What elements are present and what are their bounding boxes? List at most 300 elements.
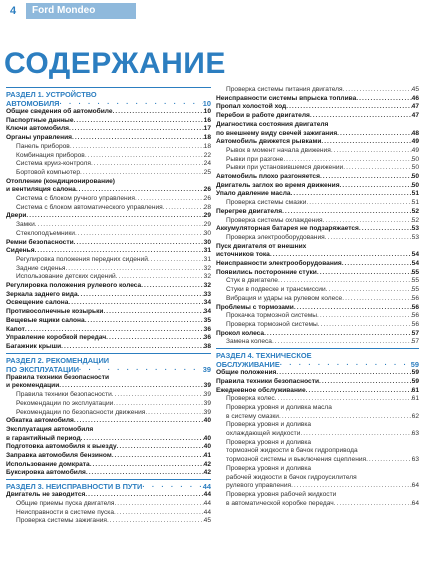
toc-entry[interactable]: [6, 374, 211, 383]
section-title: АВТОМОБИЛЯ: [6, 99, 60, 108]
toc-entry[interactable]: [216, 121, 419, 130]
dot-leader: [326, 286, 412, 295]
toc-entry[interactable]: [216, 182, 419, 191]
page-ref: 40: [203, 417, 211, 425]
toc-entry[interactable]: [6, 282, 211, 291]
page-ref: 51: [411, 199, 419, 207]
dot-leader: [79, 365, 203, 374]
toc-subentry[interactable]: [216, 286, 419, 295]
entry-text: рулевого управления: [226, 482, 292, 490]
dot-leader: [65, 265, 203, 274]
page-ref: 55: [411, 286, 419, 294]
page-ref: 18: [203, 142, 211, 150]
toc-subentry[interactable]: [6, 400, 211, 409]
page-ref: 39: [202, 364, 211, 374]
toc-entry[interactable]: [6, 382, 211, 391]
page-ref: 47: [411, 112, 419, 120]
dot-leader: [319, 378, 412, 387]
page-ref: 56: [411, 294, 419, 302]
dot-leader: [278, 277, 412, 286]
dot-leader: [280, 360, 411, 369]
toc-entry[interactable]: [6, 417, 211, 426]
dot-leader: [291, 482, 412, 491]
dot-leader: [61, 343, 203, 352]
dot-leader: [59, 382, 203, 391]
dot-leader: [70, 143, 204, 152]
page-ref: 63: [411, 456, 419, 464]
toc-section-heading[interactable]: [6, 87, 211, 108]
page-ref: 31: [203, 247, 211, 255]
page-ref: 56: [411, 320, 419, 328]
toc-subentry[interactable]: [216, 295, 419, 304]
entry-text: Панель приборов: [16, 142, 70, 150]
toc-subentry[interactable]: [216, 395, 419, 404]
toc-subentry[interactable]: [6, 143, 211, 152]
entry-text: Прокачка тормозной системы: [226, 312, 318, 320]
page-ref: 29: [203, 212, 211, 220]
page-ref: 44: [203, 499, 211, 507]
entry-text: Проверка колес: [226, 395, 275, 403]
toc-entry[interactable]: [6, 247, 211, 256]
toc-entry[interactable]: [216, 95, 419, 104]
page-ref: 32: [203, 273, 211, 281]
entry-text: Использование детских сидений: [16, 273, 116, 281]
toc-subentry[interactable]: [216, 447, 419, 456]
page-ref: 29: [203, 221, 211, 229]
dot-leader: [114, 509, 204, 518]
dot-leader: [141, 282, 203, 291]
toc-entry[interactable]: [216, 304, 419, 313]
entry-text: Автомобиль плохо разгоняется: [216, 173, 320, 181]
dot-leader: [342, 295, 411, 304]
toc-entry[interactable]: [6, 426, 211, 435]
toc-subentry[interactable]: [216, 321, 419, 330]
toc-entry[interactable]: [216, 190, 419, 199]
toc-subentry[interactable]: [216, 430, 419, 439]
toc-section-heading[interactable]: [216, 348, 419, 369]
section-title: РАЗДЕЛ 1. УСТРОЙСТВО: [6, 90, 97, 99]
page-ref: 39: [203, 408, 211, 416]
page-ref: 48: [411, 129, 419, 137]
page-ref: 47: [411, 103, 419, 111]
dot-leader: [270, 251, 412, 260]
dot-leader: [35, 247, 204, 256]
entry-text: тормозной жидкости в бачок гидропривода: [226, 447, 358, 455]
toc-subentry[interactable]: [6, 152, 211, 161]
entry-text: Неисправности системы впрыска топлива: [216, 94, 357, 102]
toc-entry[interactable]: [6, 186, 211, 195]
page-ref: 45: [411, 86, 419, 93]
entry-text: Правила техники безопасности: [16, 391, 112, 399]
toc-left-column: [6, 86, 211, 526]
entry-text: Комбинация приборов: [16, 151, 85, 159]
dot-leader: [343, 86, 412, 95]
entry-text: Проверка системы зажигания: [16, 517, 107, 525]
toc-subentry[interactable]: [216, 147, 419, 156]
entry-text: Проверка уровня и доливка: [226, 421, 312, 429]
entry-text: Пуск двигателя от внешних: [216, 242, 307, 250]
toc-entry[interactable]: [216, 173, 419, 182]
entry-text: Буксировка автомобиля: [6, 469, 86, 477]
toc-subentry[interactable]: [6, 204, 211, 213]
dot-leader: [85, 152, 204, 161]
entry-text: Вибрация и удары на рулевом колесе: [226, 294, 343, 302]
toc-entry[interactable]: [216, 260, 419, 269]
section-title: РАЗДЕЛ 2. РЕКОМЕНДАЦИИ: [6, 355, 110, 365]
entry-text: Перебои в работе двигателя: [216, 112, 310, 120]
toc-subentry[interactable]: [216, 413, 419, 422]
entry-text: Регулировка положения передних сидений: [16, 255, 148, 263]
dot-leader: [80, 169, 204, 178]
toc-entry[interactable]: [6, 435, 211, 444]
dot-leader: [35, 221, 204, 230]
dot-leader: [264, 330, 412, 339]
toc-subentry[interactable]: [6, 273, 211, 282]
dot-leader: [331, 147, 412, 156]
entry-text: Проверка уровня и доливка масла: [226, 403, 332, 411]
toc-subentry[interactable]: [6, 256, 211, 265]
dot-leader: [107, 517, 204, 526]
page-ref: 41: [203, 452, 211, 460]
toc-subentry[interactable]: [6, 265, 211, 274]
page-ref: 55: [411, 268, 419, 276]
dot-leader: [286, 103, 411, 112]
dot-leader: [112, 452, 204, 461]
toc-entry[interactable]: [216, 387, 419, 396]
entry-text: Ежедневное обслуживание: [216, 386, 306, 394]
entry-text: Автомобиль движется рывками: [216, 138, 322, 146]
page-ref: 42: [203, 460, 211, 468]
toc-entry[interactable]: [6, 317, 211, 326]
toc-entry[interactable]: [6, 125, 211, 134]
dot-leader: [306, 387, 412, 396]
page-ref: 24: [203, 160, 211, 168]
entry-text: Освещение салона: [6, 299, 69, 307]
entry-text: источников тока: [216, 251, 270, 259]
toc-entry[interactable]: [6, 443, 211, 452]
page-ref: 53: [411, 233, 419, 241]
dot-leader: [85, 317, 204, 326]
page-ref: 46: [411, 94, 419, 102]
entry-text: Неисправности в системе пуска: [16, 508, 115, 516]
dot-leader: [25, 326, 204, 335]
toc-entry[interactable]: [216, 369, 419, 378]
toc-entry[interactable]: [6, 212, 211, 221]
dot-leader: [317, 312, 412, 321]
dot-leader: [282, 208, 412, 217]
page-ref: 36: [203, 325, 211, 333]
toc-entry[interactable]: [216, 269, 419, 278]
toc-subentry[interactable]: [216, 500, 419, 509]
toc-subentry[interactable]: [6, 509, 211, 518]
page-ref: 50: [411, 181, 419, 189]
page-ref: 52: [411, 207, 419, 215]
toc-entry[interactable]: [6, 108, 211, 117]
toc-right-column: [216, 86, 419, 508]
page-ref: 34: [203, 308, 211, 316]
entry-text: Зеркала заднего вида: [6, 290, 78, 298]
entry-text: Прокол колеса: [216, 329, 265, 337]
toc-entry[interactable]: [6, 117, 211, 126]
toc-subentry[interactable]: [216, 86, 419, 95]
entry-text: Появились посторонние стуки: [216, 268, 317, 276]
toc-entry[interactable]: [216, 251, 419, 260]
toc-section-heading[interactable]: [6, 479, 211, 491]
dot-leader: [85, 491, 203, 500]
page-ref: 35: [203, 316, 211, 324]
entry-text: Проверка системы питания двигателя: [226, 86, 343, 93]
page-ref: 30: [203, 229, 211, 237]
toc-subentry[interactable]: [216, 234, 419, 243]
entry-text: Проверка тормозной системы: [226, 320, 318, 328]
entry-text: в автоматической коробке передач: [226, 499, 334, 507]
toc-entry[interactable]: [216, 130, 419, 139]
entry-text: в систему смазки: [226, 412, 279, 420]
page-ref: 61: [411, 395, 419, 403]
toc-entry[interactable]: [6, 134, 211, 143]
toc-subentry[interactable]: [6, 409, 211, 418]
entry-text: Рывки при установившемся движении: [226, 164, 344, 172]
page-ref: 33: [203, 290, 211, 298]
dot-leader: [291, 190, 412, 199]
entry-text: Неисправности электрооборудования: [216, 260, 342, 268]
entry-text: Капот: [6, 325, 25, 333]
toc-entry[interactable]: [6, 469, 211, 478]
dot-leader: [334, 500, 412, 509]
toc-entry[interactable]: [6, 461, 211, 470]
entry-text: Ключи автомобиля: [6, 125, 70, 133]
entry-text: Обкатка автомобиля: [6, 417, 74, 425]
toc-subentry[interactable]: [216, 421, 419, 430]
page-ref: 56: [411, 312, 419, 320]
entry-text: Проверка электрооборудования: [226, 233, 325, 241]
entry-text: рабочей жидкости в бачок гидроусилителя: [226, 473, 357, 481]
page-ref: 18: [203, 134, 211, 142]
dot-leader: [78, 291, 204, 300]
entry-text: Органы управления: [6, 134, 72, 142]
toc-subentry[interactable]: [216, 482, 419, 491]
entry-text: Проверка уровня и доливка: [226, 438, 312, 446]
dot-leader: [114, 500, 203, 509]
page-title: СОДЕРЖАНИЕ: [4, 47, 226, 80]
section-title: ПО ЭКСПЛУАТАЦИИ: [6, 364, 80, 374]
page-ref: 49: [411, 138, 419, 146]
page-number: 4: [4, 3, 22, 19]
dot-leader: [74, 417, 204, 426]
entry-text: Замки: [16, 221, 35, 229]
entry-text: Ремни безопасности: [6, 238, 74, 246]
toc-subentry[interactable]: [216, 491, 419, 500]
toc-entry[interactable]: [6, 299, 211, 308]
dot-leader: [323, 217, 412, 226]
entry-text: и рекомендации: [6, 382, 60, 390]
dot-leader: [366, 456, 412, 465]
toc-subentry[interactable]: [6, 169, 211, 178]
toc-subentry[interactable]: [216, 456, 419, 465]
entry-text: Стеклоподъемники: [16, 229, 75, 237]
toc-entry[interactable]: [216, 378, 419, 387]
toc-entry[interactable]: [216, 112, 419, 121]
entry-text: Проверка уровня рабочей жидкости: [226, 490, 337, 498]
entry-text: Правила техники безопасности: [6, 373, 109, 381]
entry-text: Стук в двигателе: [226, 277, 278, 285]
toc-subentry[interactable]: [6, 195, 211, 204]
page-ref: 61: [411, 386, 419, 394]
entry-text: Паспортные данные: [6, 116, 74, 124]
entry-text: Подготовка автомобиля к выезду: [6, 443, 117, 451]
section-title: РАЗДЕЛ 3. НЕИСПРАВНОСТИ В ПУТИ: [6, 482, 143, 492]
page-ref: 32: [203, 264, 211, 272]
page-ref: 44: [203, 508, 211, 516]
entry-text: Регулировка положения рулевого колеса: [6, 282, 142, 290]
dot-leader: [106, 334, 204, 343]
toc-subentry[interactable]: [6, 160, 211, 169]
entry-text: Стуки в подвеске и трансмиссии: [226, 286, 326, 294]
page-ref: 54: [411, 260, 419, 268]
toc-entry[interactable]: [6, 239, 211, 248]
toc-subentry[interactable]: [216, 404, 419, 413]
dot-leader: [356, 95, 411, 104]
entry-text: и вентиляция салона: [6, 186, 76, 194]
dot-leader: [75, 230, 204, 239]
dot-leader: [74, 239, 204, 248]
toc-entry[interactable]: [216, 225, 419, 234]
dot-leader: [306, 199, 411, 208]
dot-leader: [142, 482, 202, 491]
page-ref: 57: [411, 338, 419, 346]
toc-entry[interactable]: [6, 326, 211, 335]
toc-entry[interactable]: [216, 243, 419, 252]
page-ref: 57: [411, 329, 419, 337]
page-ref: 50: [411, 173, 419, 181]
page-ref: 31: [203, 255, 211, 263]
dot-leader: [86, 469, 204, 478]
toc-subentry[interactable]: [216, 156, 419, 165]
page-ref: 25: [203, 168, 211, 176]
toc-entry[interactable]: [6, 291, 211, 300]
toc-subentry[interactable]: [6, 500, 211, 509]
entry-text: Управление коробкой передач: [6, 334, 107, 342]
dot-leader: [112, 391, 204, 400]
page-ref: 26: [203, 186, 211, 194]
toc-entry[interactable]: [216, 208, 419, 217]
dot-leader: [69, 125, 204, 134]
dot-leader: [320, 173, 412, 182]
entry-text: Диагностика состояния двигателя: [216, 120, 329, 128]
toc-entry[interactable]: [216, 330, 419, 339]
page-ref: 64: [411, 499, 419, 507]
dot-leader: [321, 138, 411, 147]
page-ref: 32: [203, 282, 211, 290]
entry-text: Рывки при разгоне: [226, 155, 284, 163]
toc-subentry[interactable]: [216, 465, 419, 474]
page-ref: 38: [203, 342, 211, 350]
toc-entry[interactable]: [216, 103, 419, 112]
page-ref: 50: [411, 164, 419, 172]
entry-text: Вещевые ящики салона: [6, 316, 85, 324]
page-ref: 53: [411, 225, 419, 233]
page-ref: 52: [411, 216, 419, 224]
entry-text: Общие сведения об автомобиле: [6, 108, 113, 115]
entry-text: охлаждающей жидкости: [226, 430, 301, 438]
toc-entry[interactable]: [6, 308, 211, 317]
toc-entry[interactable]: [6, 452, 211, 461]
page-ref: 34: [203, 299, 211, 307]
toc-subentry[interactable]: [6, 517, 211, 526]
toc-subentry[interactable]: [216, 217, 419, 226]
toc-subentry[interactable]: [6, 230, 211, 239]
entry-text: Двигатель не заводится: [6, 491, 86, 499]
page-ref: 39: [203, 399, 211, 407]
entry-text: Пропал холостой ход: [216, 103, 287, 111]
dot-leader: [276, 369, 411, 378]
page-ref: 10: [203, 108, 211, 115]
toc-subentry[interactable]: [216, 312, 419, 321]
dot-leader: [90, 461, 204, 470]
dot-leader: [279, 413, 412, 422]
page-ref: 10: [202, 99, 211, 108]
page-ref: 44: [203, 491, 211, 499]
toc-entry[interactable]: [6, 178, 211, 187]
dot-leader: [73, 117, 203, 126]
toc-subentry[interactable]: [6, 221, 211, 230]
page-ref: 16: [203, 116, 211, 124]
toc-subentry[interactable]: [216, 338, 419, 347]
dot-leader: [325, 234, 412, 243]
toc-entry[interactable]: [6, 334, 211, 343]
toc-entry[interactable]: [6, 491, 211, 500]
dot-leader: [113, 108, 204, 117]
dot-leader: [135, 195, 204, 204]
toc-subentry[interactable]: [216, 439, 419, 448]
dot-leader: [148, 256, 204, 265]
toc-section-heading[interactable]: [6, 353, 211, 374]
toc-entry[interactable]: [6, 343, 211, 352]
entry-text: Рекомендации по безопасности движения: [16, 408, 146, 416]
toc-subentry[interactable]: [6, 391, 211, 400]
page-ref: 26: [203, 195, 211, 203]
page-ref: 50: [411, 155, 419, 163]
section-title: РАЗДЕЛ 4. ТЕХНИЧЕСКОЕ: [216, 351, 312, 361]
page-ref: 44: [202, 482, 211, 492]
toc-subentry[interactable]: [216, 474, 419, 483]
entry-text: Система с блоком автоматического управления: [16, 203, 163, 211]
entry-text: Противосолнечные козырьки: [6, 308, 104, 316]
toc-subentry[interactable]: [216, 277, 419, 286]
dot-leader: [117, 443, 204, 452]
page-ref: 59: [411, 377, 419, 385]
page-ref: 28: [203, 203, 211, 211]
toc-entry[interactable]: [216, 138, 419, 147]
toc-subentry[interactable]: [216, 199, 419, 208]
dot-leader: [68, 299, 203, 308]
page-ref: 56: [411, 303, 419, 311]
toc-subentry[interactable]: [216, 164, 419, 173]
entry-text: Рывок в момент начала движения: [226, 146, 331, 154]
dot-leader: [26, 212, 203, 221]
dot-leader: [343, 164, 411, 173]
page-ref: 39: [203, 382, 211, 390]
dot-leader: [342, 260, 412, 269]
page-ref: 59: [410, 360, 419, 370]
section-title: ОБСЛУЖИВАНИЕ: [216, 360, 280, 370]
entry-text: Перегрев двигателя: [216, 207, 283, 215]
dot-leader: [283, 156, 411, 165]
entry-text: Сиденья: [6, 247, 35, 255]
entry-text: Общие приемы пуска двигателя: [16, 499, 115, 507]
entry-text: Заправка автомобиля бензином: [6, 452, 112, 460]
entry-text: Использование домкрата: [6, 460, 90, 468]
